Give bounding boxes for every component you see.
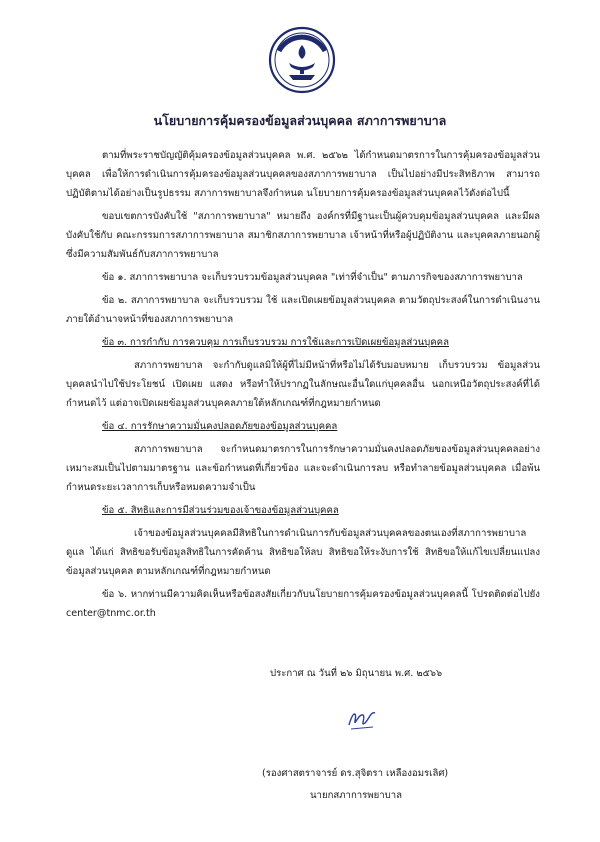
signer-position: นายกสภาการพยาบาล [310, 790, 402, 801]
paragraph-scope: ขอบเขตการบังคับใช้ "สภาการพยาบาล" หมายถึง องค์กรที่มีฐานะเป็นผู้ควบคุมข้อมูลส่วนบุคคล และมีผลบังคับใช้กับ คณะกรรมการสภาการพยาบาล สมาชิกสภาการพยาบาล เจ้าหน้าที่หรือผู้ปฏิบัติงาน และบุคคลภายนอกผู้ซึ่งมีความสัมพันธ์กับสภาการพยาบาล [66, 211, 540, 260]
clause-3-heading: ข้อ ๓. การกำกับ การควบคุม การเก็บรวบรวม การใช้และการเปิดเผยข้อมูลส่วนบุคคล [102, 337, 449, 348]
clause-5-text: เจ้าของข้อมูลส่วนบุคคลมีสิทธิในการดำเนินการกับข้อมูลส่วนบุคคลของตนเองที่สภาการพยาบาลดูแล ได้แก่ สิทธิขอรับข้อมูลสิทธิในการคัดค้าน สิทธิขอให้ลบ สิทธิขอให้ระงับการใช้ สิทธิขอให้แก้ไขเปลี่ยนแปลงข้อมูลส่วนบุคคล ตามหลักเกณฑ์ที่กฎหมายกำหนด [66, 528, 540, 577]
tnmc-seal-icon [267, 25, 337, 95]
clause-1: ข้อ ๑. สภาการพยาบาล จะเก็บรวบรวมข้อมูลส่วนบุคคล "เท่าที่จำเป็น" ตามภารกิจของสภาการพยาบาล [102, 272, 523, 283]
signer-name: (รองศาสตราจารย์ ดร.สุจิตรา เหลืองอมรเลิศ) [262, 768, 449, 779]
signature-icon [345, 705, 379, 733]
clause-4-heading: ข้อ ๔. การรักษาความมั่นคงปลอดภัยของข้อมูลส่วนบุคคล [102, 421, 338, 432]
paragraph-intro: ตามที่พระราชบัญญัติคุ้มครองข้อมูลส่วนบุคคล พ.ศ. ๒๕๖๒ ได้กำหนดมาตรการในการคุ้มครองข้อมูลส่วนบุคคล เพื่อให้การดำเนินการคุ้มครองข้อมูลส่วนบุคคลของสภาการพยาบาล เป็นไปอย่างมีประสิทธิภาพ สามารถปฏิบัติตามได้อย่างเป็นรูปธรรม สภาการพยาบาลจึงกำหนด นโยบายการคุ้มครองข้อมูลส่วนบุคคลไว้ดังต่อไปนี้ [66, 150, 540, 199]
page-title: นโยบายการคุ้มครองข้อมูลส่วนบุคคล สภาการพยาบาล [153, 113, 447, 128]
clause-5-heading: ข้อ ๕. สิทธิและการมีส่วนร่วมของเจ้าของข้อมูลส่วนบุคคล [102, 505, 339, 516]
clause-4-text: สภาการพยาบาล จะกำหนดมาตรการในการรักษาความมั่นคงปลอดภัยของข้อมูลส่วนบุคคลอย่างเหมาะสมเป็นไปตามมาตรฐาน และข้อกำหนดที่เกี่ยวข้อง และจะดำเนินการลบ หรือทำลายข้อมูลส่วนบุคคล เมื่อพ้นกำหนดระยะเวลาการเก็บหรือหมดความจำเป็น [66, 444, 540, 493]
announcement-date: ประกาศ ณ วันที่ ๒๖ มิถุนายน พ.ศ. ๒๕๖๖ [270, 668, 443, 679]
document-body [66, 146, 540, 627]
clause-3-text: สภาการพยาบาล จะกำกับดูแลมิให้ผู้ที่ไม่มีหน้าที่หรือไม่ได้รับมอบหมาย เก็บรวบรวม ข้อมูลส่วนบุคคลนำไปใช้ประโยชน์ เปิดเผย แสดง หรือทำให้ปรากฏในลักษณะอื่นใดแก่บุคคลอื่น นอกเหนือวัตถุประสงค์ที่ได้กำหนดไว้ แต่อาจเปิดเผยข้อมูลส่วนบุคคลภายใต้หลักเกณฑ์ที่กฎหมายกำหนด [66, 360, 540, 409]
clause-6: ข้อ ๖. หากท่านมีความคิดเห็นหรือข้อสงสัยเกี่ยวกับนโยบายการคุ้มครองข้อมูลส่วนบุคคลนี้ โปรดติดต่อไปยัง center@tnmc.or.th [66, 589, 540, 619]
clause-2: ข้อ ๒. สภาการพยาบาล จะเก็บรวบรวม ใช้ และเปิดเผยข้อมูลส่วนบุคคล ตามวัตถุประสงค์ในการดำเนินงานภายใต้อำนาจหน้าที่ของสภาการพยาบาล [66, 295, 540, 325]
